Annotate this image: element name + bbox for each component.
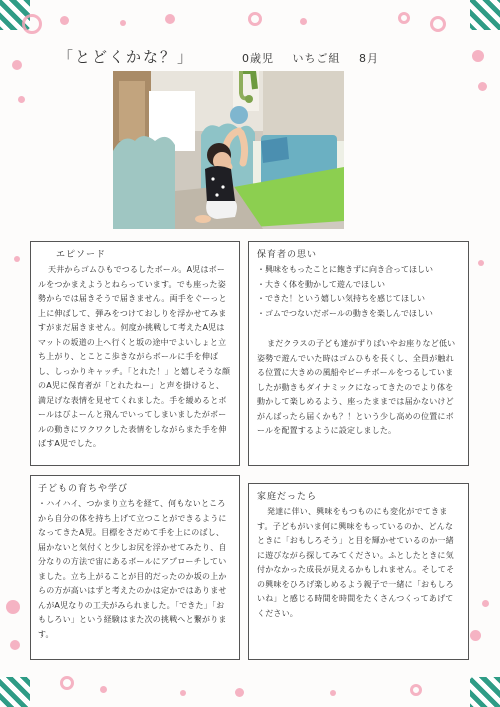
- class-name: いちご組: [292, 52, 341, 65]
- home-text: 発達に伴い、興味をもつものにも変化がでてきます。子どもがいま何に興味をもっているのか、どんなときに「おもしろそう」と目を輝かせているのか一緒に遊びながら探してみてください。ふとしたときに気付かなかった成長が見えるかもしれません。そしてその興味をひろげ楽しめるよう親子で一緒に「おもしろいね」と感じる時間を時間をたくさんつくってあげてください。: [257, 507, 455, 618]
- home-heading: 家庭だったら: [257, 492, 318, 502]
- teacher-thoughts-heading: 保育者の思い: [257, 250, 318, 260]
- list-item: ・できた！という嬉しい気持ちを感じてほしい: [257, 294, 425, 303]
- teacher-thoughts-section: [248, 241, 469, 466]
- class-info: [242, 50, 393, 66]
- growth-section: [30, 475, 240, 660]
- page-title: 「とどくかな？」: [58, 48, 195, 66]
- age-label: 0歳児: [242, 52, 274, 65]
- episode-heading: エピソード: [56, 250, 107, 260]
- list-item: ・興味をもったことに飽きずに向き合ってほしい: [257, 265, 433, 274]
- episode-section: [30, 241, 240, 466]
- list-item: ・大きく体を動かして遊んでほしい: [257, 279, 385, 289]
- growth-text: ・ハイハイ、つかまり立ちを経て、何もないところから自分の体を持ち上げて立つことができるようになってきたA児。目標をさだめて手を上にのばし、届かないと気付くと少しお尻を浮かせてみたり、自分なりの方法で宙にあるボールにアプローチしていました。立ち上がることが目的だったのか坂の上からの方が高いはずと考えたのかは定かではありませんがA児なりの工夫がみられました。「できた」「おもしろい」という経験はまた次の挑戦へと繋がります。: [38, 499, 227, 639]
- home-section: [248, 483, 469, 660]
- teacher-thoughts-text: まだクラスの子ども達がずりばいやお座りなど低い姿勢で遊んでいた時はゴムひもを長くし、全員が触れる位置に大きめの風船やビーチボールをつるしていましたが動きもダイナミックになってきたのでより体を動かして楽しめるよう、座ったままでは届かないけどがんばったら届くかも？！という少し高めの位置にボールを配置するように設定しました。: [257, 339, 456, 435]
- corner-decoration-top-right: [456, 0, 500, 44]
- corner-decoration-bottom-left: [0, 663, 44, 707]
- list-item: ・ゴムでつないだボールの動きを楽しんでほしい: [257, 308, 433, 318]
- corner-decoration-bottom-right: [456, 663, 500, 707]
- growth-heading: 子どもの育ちや学び: [38, 484, 129, 494]
- episode-text: 天井からゴムひもでつるしたボール。A児はボールをつかまえようとねらっています。でも座った姿勢からでは届きそうで届きません。両手をぐーっと上に伸ばして、弾みをつけておしりを浮かせてみますがまだ届きません。何度か挑戦して考えたA児はマットの坂道の上へ行くと坂の途中でよいしょと立ち上がり、とことこ歩きながらボールに手を伸ばし、しっかりキャッチ。「とれた！」と嬉しそうな顔のA児に保育者が「とれたねー」と声を掛けると、満足げな表情を見せてくれました。手を緩めるとボールはびよーんと飛んでいってしまいましたがボールの動きにワクワクした表情をしながらまた手を伸ばすA児でした。: [38, 265, 231, 448]
- month-label: 8月: [359, 52, 379, 65]
- teacher-thoughts-list: [257, 263, 460, 321]
- activity-photo: [113, 71, 344, 229]
